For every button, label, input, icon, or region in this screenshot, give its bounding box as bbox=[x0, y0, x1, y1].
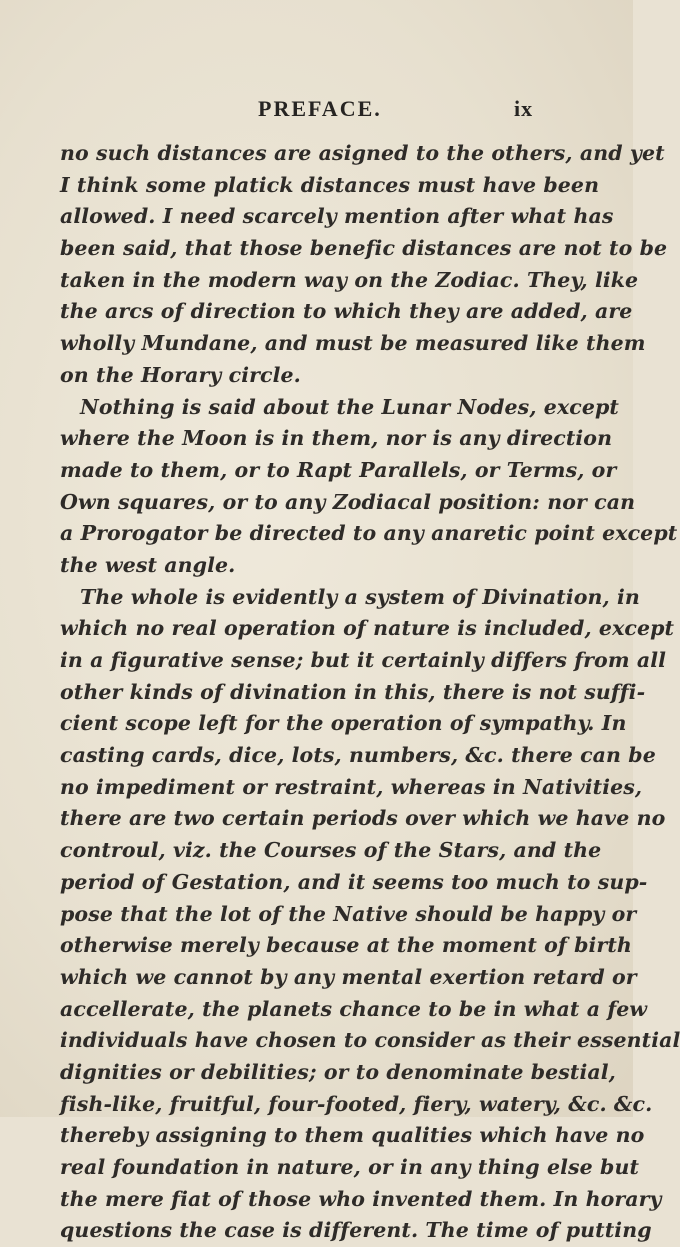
text-line: there are two certain periods over which we have no bbox=[60, 806, 666, 831]
text-line: taken in the modern way on the Zodiac. They, like bbox=[60, 267, 639, 292]
text-line: which we cannot by any mental exertion retard or bbox=[60, 964, 637, 989]
text-line: other kinds of divination in this, there is not suffi- bbox=[60, 679, 646, 704]
text-line: allowed. I need scarcely mention after what has bbox=[60, 204, 614, 229]
text-line: been said, that those benefic distances are not to be bbox=[60, 236, 668, 261]
text-line: thereby assigning to them qualities which have no bbox=[60, 1123, 645, 1148]
text-line: which no real operation of nature is included, except bbox=[60, 616, 675, 641]
text-line: on the Horary circle. bbox=[60, 362, 301, 387]
text-line: period of Gestation, and it seems too much to sup- bbox=[60, 869, 648, 894]
text-line: controul, viz. the Courses of the Stars, and the bbox=[60, 838, 602, 863]
text-line: otherwise merely because at the moment of birth bbox=[60, 933, 632, 958]
text-line: wholly Mundane, and must be measured like them bbox=[60, 331, 646, 356]
text-line: dignities or debilities; or to denominate bestial, bbox=[60, 1059, 616, 1084]
page-number: ix bbox=[514, 96, 534, 121]
text-line: no such distances are asigned to the others, and yet bbox=[60, 141, 665, 165]
text-line: Nothing is said about the Lunar Nodes, except bbox=[80, 394, 619, 419]
text-line: the arcs of direction to which they are added, are bbox=[60, 299, 633, 324]
text-line: pose that the lot of the Native should be happy or bbox=[60, 901, 637, 926]
text-line: no impediment or restraint, whereas in Nativities, bbox=[60, 774, 643, 799]
text-line: the mere fiat of those who invented them. In horary bbox=[60, 1186, 662, 1211]
text-line: I think some platick distances must have been bbox=[60, 172, 600, 197]
text-line: cient scope left for the operation of sympathy. In bbox=[60, 711, 627, 736]
text-line: made to them, or to Rapt Parallels, or Terms, or bbox=[60, 457, 617, 482]
text-line: fish-like, fruitful, four-footed, fiery, watery, &c. &c. bbox=[60, 1091, 653, 1116]
running-head-title: PREFACE. bbox=[258, 96, 382, 121]
text-line: individuals have chosen to consider as their essential bbox=[60, 1028, 680, 1053]
text-line: casting cards, dice, lots, numbers, &c. there can be bbox=[60, 743, 656, 768]
text-line: accellerate, the planets chance to be in what a few bbox=[60, 996, 648, 1021]
text-line: Own squares, or to any Zodiacal position: nor can bbox=[60, 489, 636, 514]
text-line: the west angle. bbox=[60, 552, 236, 577]
text-line: The whole is evidently a system of Divination, in bbox=[80, 584, 640, 609]
body-text bbox=[60, 138, 680, 1247]
text-line: in a figurative sense; but it certainly differs from all bbox=[60, 648, 667, 672]
text-line: real foundation in nature, or in any thing else but bbox=[60, 1155, 640, 1179]
text-line: a Prorogator be directed to any anaretic point except bbox=[60, 521, 678, 546]
text-line: where the Moon is in them, nor is any direction bbox=[60, 426, 613, 451]
running-head bbox=[0, 96, 633, 126]
text-line: questions the case is different. The time of putting bbox=[60, 1218, 652, 1243]
